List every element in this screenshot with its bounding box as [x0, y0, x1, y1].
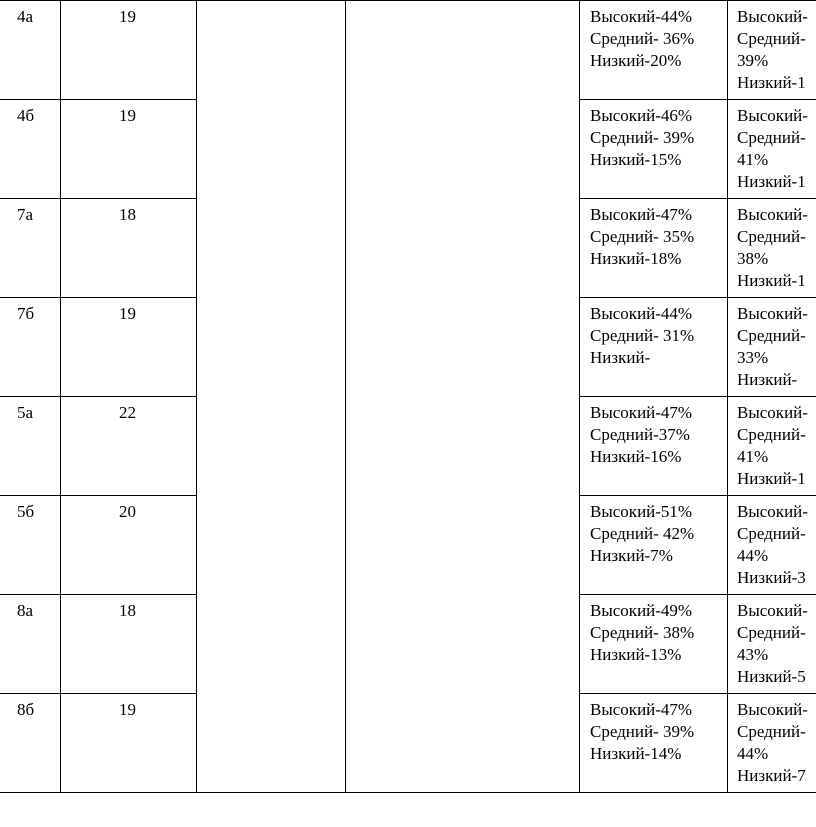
result-line: 38%	[737, 249, 769, 268]
result-line: Низкий-	[737, 370, 798, 389]
class-cell	[0, 298, 61, 397]
class-cell	[0, 1, 61, 100]
result-line: Низкий-7	[737, 766, 806, 785]
result-cell-first	[580, 595, 728, 694]
result-line: Низкий-7%	[590, 546, 673, 565]
result-cell-second	[728, 199, 816, 298]
result-line: Высокий-	[737, 700, 808, 719]
result-line: Высокий-46%	[590, 106, 693, 125]
result-line: Низкий-16%	[590, 447, 682, 466]
result-line: 41%	[737, 447, 769, 466]
result-line: Средний-	[737, 326, 806, 345]
result-line: Низкий-5	[737, 667, 806, 686]
result-line: Низкий-3	[737, 568, 806, 587]
result-line: 44%	[737, 546, 769, 565]
result-line: Низкий-1	[737, 73, 806, 92]
student-count-cell	[61, 595, 197, 694]
result-lines	[728, 595, 816, 688]
result-line: Высокий-47%	[590, 205, 693, 224]
result-lines	[580, 694, 727, 765]
result-cell-first	[580, 694, 728, 793]
student-count: 20	[119, 502, 136, 521]
student-count: 19	[119, 7, 136, 26]
result-lines	[728, 199, 816, 292]
class-cell	[0, 595, 61, 694]
student-count: 18	[119, 601, 136, 620]
class-cell	[0, 100, 61, 199]
result-line: Высокий-44%	[590, 7, 693, 26]
class-label: 4а	[17, 7, 34, 26]
result-cell-first	[580, 496, 728, 595]
result-cell-second	[728, 694, 816, 793]
result-cell-second	[728, 595, 816, 694]
result-line: Высокий-47%	[590, 403, 693, 422]
class-cell	[0, 496, 61, 595]
result-line: Низкий-1	[737, 172, 806, 191]
class-label: 8а	[17, 601, 34, 620]
result-line: Высокий-44%	[590, 304, 693, 323]
result-lines	[728, 1, 816, 94]
result-line: Высокий-47%	[590, 700, 693, 719]
table-row	[0, 1, 816, 100]
result-lines	[580, 298, 727, 369]
result-line: 39%	[737, 51, 769, 70]
result-cell-second	[728, 1, 816, 100]
result-lines	[728, 397, 816, 490]
student-count-cell	[61, 199, 197, 298]
result-lines	[728, 694, 816, 787]
result-line: Высокий-	[737, 403, 808, 422]
class-cell	[0, 199, 61, 298]
student-count: 19	[119, 304, 136, 323]
result-cell-first	[580, 1, 728, 100]
result-line: Средний-	[737, 623, 806, 642]
class-label: 4б	[17, 106, 35, 125]
class-cell	[0, 694, 61, 793]
empty-merged-cell	[346, 1, 580, 793]
result-line: Высокий-	[737, 304, 808, 323]
result-line: 33%	[737, 348, 769, 367]
result-line: Низкий-	[590, 348, 651, 367]
result-line: 43%	[737, 645, 769, 664]
class-label: 5а	[17, 403, 34, 422]
result-cell-first	[580, 199, 728, 298]
result-line: Высокий-	[737, 601, 808, 620]
empty-merged-cell	[197, 1, 346, 793]
student-count-cell	[61, 397, 197, 496]
student-count: 19	[119, 700, 136, 719]
result-cell-second	[728, 397, 816, 496]
result-line: Средний-	[737, 227, 806, 246]
class-label: 5б	[17, 502, 35, 521]
result-lines	[728, 496, 816, 589]
result-line: Средний- 36%	[590, 29, 695, 48]
result-cell-first	[580, 397, 728, 496]
result-line: Низкий-20%	[590, 51, 682, 70]
result-cell-first	[580, 298, 728, 397]
student-count: 18	[119, 205, 136, 224]
table-body	[0, 1, 816, 793]
result-line: Высокий-	[737, 502, 808, 521]
result-line: Низкий-18%	[590, 249, 682, 268]
result-line: Низкий-13%	[590, 645, 682, 664]
class-label: 7б	[17, 304, 35, 323]
student-count-cell	[61, 1, 197, 100]
result-cell-second	[728, 496, 816, 595]
result-line: Средний-	[737, 29, 806, 48]
student-count-cell	[61, 496, 197, 595]
result-line: 41%	[737, 150, 769, 169]
student-count: 22	[119, 403, 136, 422]
result-lines	[580, 100, 727, 171]
result-line: Высокий-51%	[590, 502, 693, 521]
class-label: 8б	[17, 700, 35, 719]
student-count-cell	[61, 100, 197, 199]
class-label: 7а	[17, 205, 34, 224]
result-line: Средний-	[737, 425, 806, 444]
result-line: Низкий-15%	[590, 150, 682, 169]
result-line: 44%	[737, 744, 769, 763]
result-lines	[580, 595, 727, 666]
result-line: Средний- 42%	[590, 524, 695, 543]
result-cell-second	[728, 100, 816, 199]
result-line: Средний- 38%	[590, 623, 695, 642]
result-line: Средний- 39%	[590, 722, 695, 741]
result-lines	[580, 199, 727, 270]
result-lines	[728, 298, 816, 391]
result-cell-first	[580, 100, 728, 199]
result-line: Низкий-14%	[590, 744, 682, 763]
result-line: Низкий-1	[737, 469, 806, 488]
result-line: Высокий-	[737, 106, 808, 125]
result-line: Высокий-	[737, 205, 808, 224]
result-lines	[580, 397, 727, 468]
result-line: Средний-37%	[590, 425, 690, 444]
result-lines	[580, 1, 727, 72]
result-line: Средний- 31%	[590, 326, 695, 345]
result-line: Средний- 39%	[590, 128, 695, 147]
result-line: Средний-	[737, 128, 806, 147]
result-line: Средний-	[737, 722, 806, 741]
result-lines	[580, 496, 727, 567]
result-line: Низкий-1	[737, 271, 806, 290]
result-cell-second	[728, 298, 816, 397]
class-cell	[0, 397, 61, 496]
student-count-cell	[61, 298, 197, 397]
student-count-cell	[61, 694, 197, 793]
result-line: Высокий-	[737, 7, 808, 26]
result-line: Средний- 35%	[590, 227, 695, 246]
student-count: 19	[119, 106, 136, 125]
result-lines	[728, 100, 816, 193]
result-line: Средний-	[737, 524, 806, 543]
result-line: Высокий-49%	[590, 601, 693, 620]
